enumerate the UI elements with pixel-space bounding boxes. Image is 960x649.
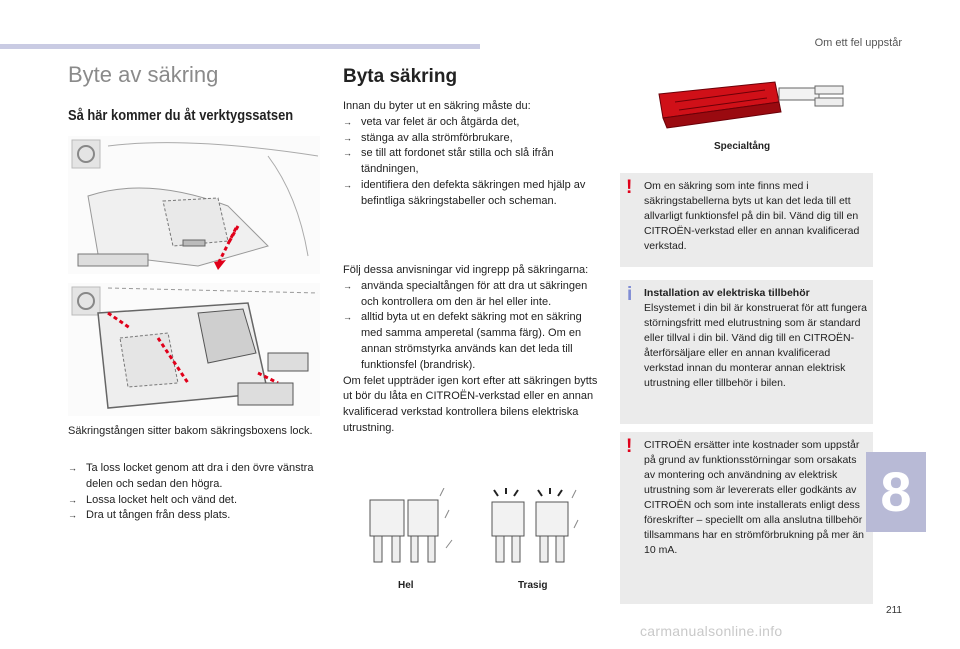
warning-panel-2 [620, 432, 873, 604]
pre-steps-list [343, 115, 601, 210]
info-icon: i [627, 284, 633, 305]
chapter-tab: 8 [866, 452, 926, 532]
list-item: → Dra ut tången från dess plats. [68, 508, 320, 524]
closing-text: Om felet uppträder igen kort efter att säkringen bytts ut bör du låta en CITROËN-verkstad eller en annan kvalificerad verkstad kontrollera bilens elektriska utrustning. [343, 374, 598, 434]
section-subtitle: Så här kommer du åt verktygssatsen [68, 107, 294, 124]
list-item: → stänga av alla strömförbrukare, [343, 131, 601, 147]
follow-steps-list [343, 279, 601, 374]
intro-text: Säkringstången sitter bakom säkringsboxens lock. [68, 425, 313, 437]
warning-icon: ! [626, 177, 633, 198]
warning-icon: ! [626, 436, 633, 457]
fuse-illustration [360, 488, 590, 580]
page-title: Byte av säkring [68, 62, 219, 87]
info-title: Installation av elektriska tillbehör [644, 287, 810, 299]
follow-intro: Följ dessa anvisningar vid ingrepp på säkringarna: [343, 264, 589, 276]
warning-text-2: CITROËN ersätter inte kostnader som uppstår på grund av funktionsstörningar som orsakats av montering och användning av elektrisk utrustning som är levererats eller godkänts av CITROËN och som inte installerats enligt dess föreskrifter – speciellt om alla anslutna tillbehör tillsammans har en strömförbrukning på mer än 10 mA. [644, 439, 865, 556]
section-title: Byta säkring [343, 66, 458, 87]
list-item: → identifiera den defekta säkringen med hjälp av befintliga säkringstabeller och scheman. [343, 178, 601, 210]
page-number: 211 [886, 605, 902, 616]
pre-intro: Innan du byter ut en säkring måste du: [343, 100, 531, 112]
warning-text-1: Om en säkring som inte finns med i säkringstabellerna byts ut kan det leda till ett allvarligt funktionsfel på din bil. Vänd dig till en CITROËN-verkstad eller en annan kvalificerad verkstad. [644, 180, 860, 252]
list-item: → Ta loss locket genom att dra i den övre vänstra delen och sedan den högra. [68, 461, 320, 493]
dashboard-illustration-1 [68, 136, 320, 274]
list-item: → veta var felet är och åtgärda det, [343, 115, 601, 131]
list-item: → Lossa locket helt och vänd det. [68, 493, 320, 509]
fuse-puller-illustration [655, 72, 855, 134]
chapter-title: Om ett fel uppstår [814, 37, 902, 49]
info-panel [620, 280, 873, 424]
warning-panel-1 [620, 173, 873, 267]
fuse-ok-label: Hel [398, 580, 414, 591]
steps-list [68, 461, 320, 524]
tool-caption: Specialtång [714, 141, 771, 152]
header-bar [0, 44, 480, 49]
watermark: carmanualsonline.info [640, 623, 783, 639]
list-item: → använda specialtången för att dra ut säkringen och kontrollera om den är hel eller inte. [343, 279, 601, 311]
fuse-broken-label: Trasig [518, 580, 548, 591]
info-text: Elsystemet i din bil är konstruerat för att fungera störningsfritt med elutrustning som är standard eller tillval i din bil. Vänd dig till en CITROËN-återförsäljare eller en annan kvalificerad verkstad innan du monterar annan elektrisk utrustning eller tillbehör i bilen. [644, 302, 867, 389]
list-item: → alltid byta ut en defekt säkring mot en säkring med samma amperetal (samma färg). Om en annan strömstyrka används kan det leda till funktionsfel (brandrisk). [343, 310, 601, 373]
dashboard-illustration-2 [68, 283, 320, 416]
list-item: → se till att fordonet står stilla och slå ifrån tändningen, [343, 146, 601, 178]
